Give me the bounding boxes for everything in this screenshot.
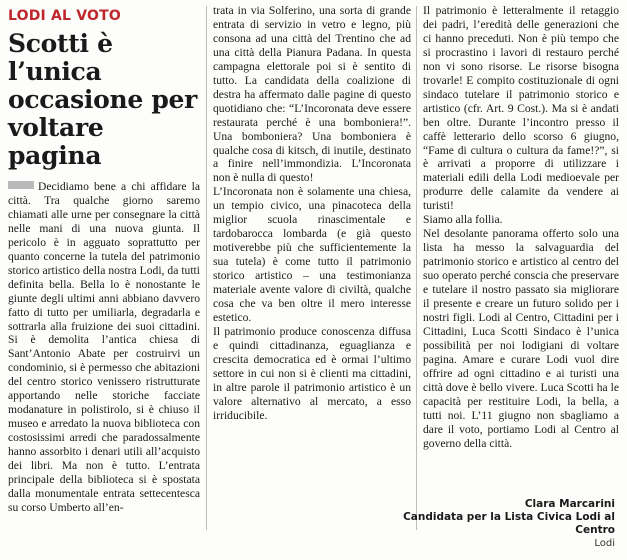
- column-2: [213, 4, 411, 423]
- column-2-body: [213, 4, 411, 423]
- column-1-body: [8, 180, 200, 515]
- signature-name: Clara Marcarini: [524, 498, 615, 510]
- paragraph: Decidiamo bene a chi affidare la città. Tra qualche giorno saremo chiamati alle urne per consegnare la città nelle mani di una nuova giunta. Il pericolo è in agguato soprattutto per quanto concerne la tutela del patrimonio storico artistico della nostra Lodi, da tutti definita bella. Bella lo è nonostante le giunte degli ultimi anni abbiano davvero fatto di tutto per umiliarla, degradarla e sottrarla alla fruizione dei suoi cittadini. Si è demolita l’antica chiesa di Sant’Antonio Abate per costruirvi un condominio, si è permesso che abitazioni del centro storico venissero ristrutturate apportando nelle storiche facciate modanature in polistirolo, si è chiuso il museo e arredato la nuova biblioteca con costosissimi arredi che paradossalmente hanno assorbito i denari utili all’acquisto dei libri. Ma non è tutto. L’entrata principale della biblioteca si è spostata dalla monumentale entrata settecentesca su corso Umberto all’en-: [8, 180, 200, 514]
- column-1: [8, 8, 200, 515]
- column-rule-1: [206, 6, 207, 530]
- kicker: LODI AL VOTO: [8, 8, 121, 24]
- column-rule-2: [416, 6, 417, 530]
- signature: [403, 498, 615, 537]
- column-3: [423, 4, 619, 451]
- headline: Scotti è l’unica occasione per voltare pagina: [8, 29, 198, 170]
- paragraph: Nel desolante panorama offerto solo una lista ha messo la salvaguardia del patrimonio storico e artistico al centro del suo operato perché conscia che preservare e tutelare il nostro passato sia migliorare il presente e creare un futuro solido per i nostri figli. Lodi al Centro, Cittadini per i Cittadini, Luca Scotti Sindaco è l’unica possibilità per noi lodigiani di voltare pagina. Amare e curare Lodi vuol dire offrire ad ogni cittadino e ai turisti una città dove è bello vivere. Luca Scotti ha le capacità per restituire Lodi, la bella, a tutti noi. L’11 giugno non sbagliamo a dare il voto, portiamo Lodi al Centro al governo della città.: [423, 227, 619, 450]
- paragraph: L’Incoronata non è solamente una chiesa, un tempio civico, una pinacoteca della miglior scuola rinascimentale e tardobarocca lombarda (e già questo motiverebbe più che sufficientemente la sua tutela) è come tutto il patrimonio storico artistico – una testimonianza materiale avente valore di civiltà, qualche cosa che va ben oltre il mero interesse estetico.: [213, 185, 411, 324]
- paragraph: Siamo alla follia.: [423, 213, 503, 227]
- signature-role: Candidata per la Lista Civica Lodi al: [403, 511, 615, 523]
- signature-place: Lodi: [594, 538, 615, 549]
- paragraph: Il patrimonio produce conoscenza diffusa e quindi cittadinanza, eguaglianza e crescita democratica ed è ormai l’ultimo settore in cui non si è clienti ma cittadini, in altre parole il patrimonio artistico è un valore alternativo al mercato, a esso irriducibile.: [213, 324, 411, 422]
- column-3-body: [423, 4, 619, 451]
- lead-marker: [8, 181, 34, 189]
- signature-role: Centro: [575, 524, 615, 536]
- paragraph: Il patrimonio è letteralmente il retaggio dei padri, l’eredità delle generazioni che ci hanno preceduti. Non è più tempo che si procrastino i lavori di restauro perché non vi sono risorse. Le risorse bisogna trovarle! E compito costituzionale di ogni sindaco tutelare il patrimonio storico e artistico (cfr. Art. 9 Cost.). Ma si è andati ben oltre. Durante l’incontro presso il caffè letterario dello scorso 6 giugno, “Fame di cultura o cultura da fame!?”, si è arrivati a proporre di utilizzare i materiali edili della Lodi medioevale per produrre delle calamite da vendere ai turisti!: [423, 4, 619, 213]
- paragraph: trata in via Solferino, una sorta di grande entrata di servizio in vetro e legno, più consona ad una città del Trentino che ad una città della Pianura Padana. In questa campagna elettorale poi si è sentito di tutto. La candidata della coalizione di destra ha affermato dalle pagine di questo quotidiano che: “L’Incoronata deve essere restaurata perché è una bomboniera!”. Una bomboniera? Una bomboniera è qualche cosa di kitsch, di inutile, destinato a finire nell’immondizia. L’Incoronata non è nulla di questo!: [213, 4, 411, 185]
